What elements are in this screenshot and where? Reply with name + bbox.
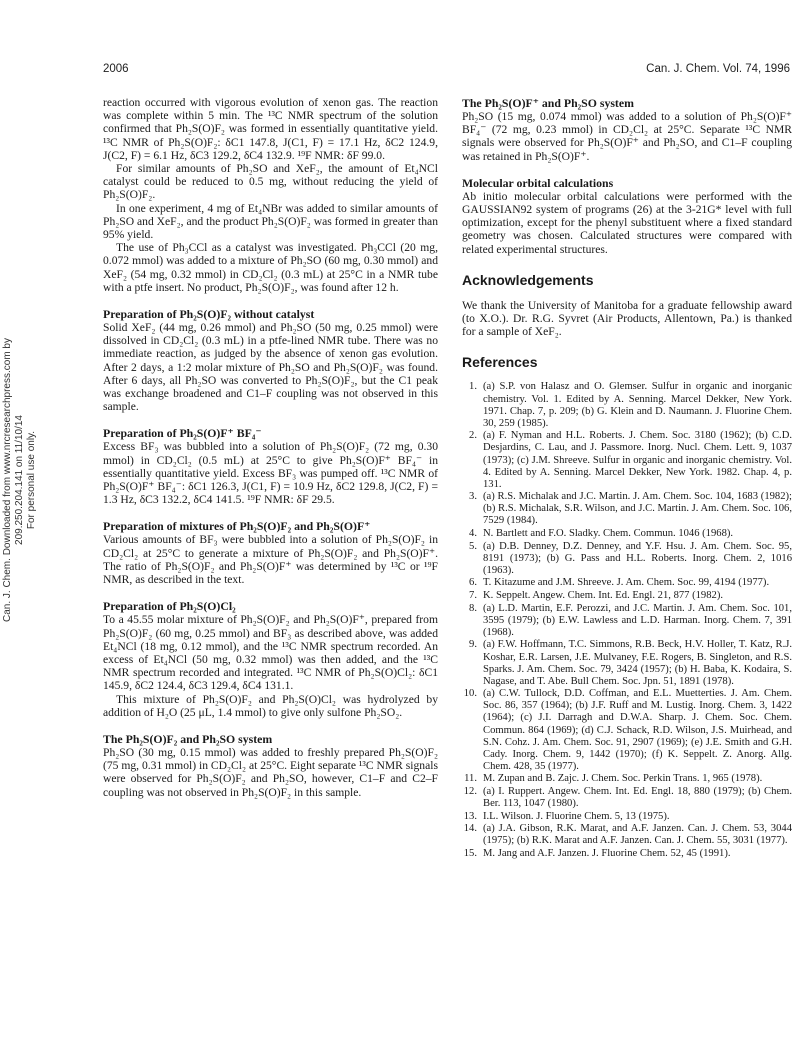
reference-text: M. Jang and A.F. Janzen. J. Fluorine Chem. 52, 45 (1991).: [483, 848, 731, 859]
reference-item: [462, 811, 792, 823]
paragraph: Ph₂SO (15 mg, 0.074 mmol) was added to a solution of Ph₂S(O)F⁺ BF₄⁻ (72 mg, 0.23 mmol) in CD₂Cl₂ at 25°C. Separate ¹³C NMR signals were observed for Ph₂S(O)F⁺ and Ph₂SO, and C1–F coupling was retained in Ph₂S(O)F⁺.: [462, 110, 792, 163]
reference-text: (a) R.S. Michalak and J.C. Martin. J. Am. Chem. Soc. 104, 1683 (1982); (b) R.S. Michalak, S.R. Wilson, and J.C. Martin. J. Am. Chem. Soc. 106, 7529 (1984).: [483, 491, 792, 527]
section-heading: Preparation of Ph₂S(O)F⁺ BF₄⁻: [103, 426, 262, 441]
reference-text: N. Bartlett and F.O. Sladky. Chem. Commun. 1046 (1968).: [483, 528, 734, 540]
references-list: [462, 381, 792, 860]
paragraph: Excess BF₃ was bubbled into a solution of Ph₂S(O)F₂ (72 mg, 0.30 mmol) in CD₂Cl₂ (0.5 mL) at 25°C to give Ph₂S(O)F⁺ BF₄⁻ in essentially quantitative yield. Excess BF₃ was pumped off. ¹³C NMR of Ph₂S(O)F⁺ BF₄⁻: δC1 126.3, J(C1, F) = 10.9 Hz, δC2 129.8, J(C2, F) = 1.3 Hz, δC3 132.2, δC4 141.5. ¹⁹F NMR: δF 29.5.: [103, 440, 438, 507]
reference-text: T. Kitazume and J.M. Shreeve. J. Am. Chem. Soc. 99, 4194 (1977).: [483, 577, 770, 589]
reference-number: 9.: [469, 639, 477, 651]
journal-citation: Can. J. Chem. Vol. 74, 1996: [646, 63, 790, 75]
paragraph: Ph₂SO (30 mg, 0.15 mmol) was added to freshly prepared Ph₂S(O)F₂ (75 mg, 0.31 mmol) in CD₂Cl₂ at 25°C. Eight separate ¹³C NMR signals were observed for Ph₂S(O)F₂ and Ph₂SO, however, C1–F and C2–F coupling was not observed in Ph₂S(O)F₂ in this sample.: [103, 745, 438, 799]
reference-item: [462, 848, 792, 860]
reference-number: 15.: [463, 848, 477, 859]
reference-text: (a) F.W. Hoffmann, T.C. Simmons, R.B. Beck, H.V. Holler, T. Katz, R.J. Koshar, E.R. Larsen, J.E. Mulvaney, F.E. Rogers, B. Singleton, and R.S. Sparks. J. Am. Chem. Soc. 79, 3424 (1957); (b) H. Baba, K. Kodaira, S. Nagase, and T. Abe. Bull Chem. Soc. Jpn. 51, 1891 (1978).: [483, 639, 792, 687]
reference-item: [462, 773, 792, 785]
reference-text: (a) J.A. Gibson, R.K. Marat, and A.F. Janzen. Can. J. Chem. 53, 3044 (1975); (b) R.K. Marat and A.F. Janzen. Can. J. Chem. 55, 3031 (1977).: [483, 823, 792, 847]
reference-number: 4.: [469, 528, 477, 540]
running-header: [103, 63, 790, 79]
personal-use-notice: For personal use only.: [26, 430, 37, 530]
reference-number: 5.: [469, 540, 477, 552]
reference-item: [462, 541, 792, 577]
reference-text: (a) I. Ruppert. Angew. Chem. Int. Ed. Engl. 18, 880 (1979); (b) Chem. Ber. 113, 1047 (1980).: [483, 786, 792, 810]
paragraph: Various amounts of BF₃ were bubbled into a solution of Ph₂S(O)F₂ in CD₂Cl₂ at 25°C to generate a mixture of Ph₂S(O)F₂ and Ph₂S(O)F⁺. The ratio of Ph₂S(O)F₂ and Ph₂S(O)F⁺ was determined by ¹³C or ¹⁹F NMR, as described in the text.: [103, 533, 438, 587]
reference-number: 3.: [469, 491, 477, 503]
reference-number: 11.: [464, 773, 477, 785]
reference-number: 14.: [463, 823, 477, 835]
acknowledgements-text: We thank the University of Manitoba for a graduate fellowship award (to X.O.). Dr. R.G. Syvret (Air Products, Allentown, Pa.) is thanked for a sample of XeF₂.: [462, 298, 792, 339]
reference-item: [462, 430, 792, 490]
left-column: [103, 96, 438, 799]
reference-item: [462, 823, 792, 847]
reference-item: [462, 381, 792, 429]
reference-number: 13.: [463, 810, 477, 822]
reference-number: 6.: [469, 577, 477, 589]
paragraph: In one experiment, 4 mg of Et₄NBr was added to similar amounts of Ph₂SO and XeF₂, and the product Ph₂S(O)F₂ was formed in greater than 95% yield.: [103, 201, 438, 242]
right-column: [462, 96, 792, 861]
acknowledgements-heading: Acknowledgements: [462, 271, 594, 288]
reference-item: [462, 590, 792, 602]
reference-text: (a) F. Nyman and H.L. Roberts. J. Chem. Soc. 3180 (1962); (b) C.D. Desjardins, C. Lau, and J. Passmore. Inorg. Nucl. Chem. Lett. 9, 1037 (1973); (c) J.M. Shreeve. Sulfur in organic and inorganic chemistry. Vol. 4. Edited by A. Senning. Marcel Dekker, New York. 1982. Chap. 4, p. 131.: [483, 430, 792, 490]
reference-item: [462, 491, 792, 527]
section-heading: The Ph₂S(O)F₂ and Ph₂SO system: [103, 731, 273, 746]
reference-number: 2.: [469, 430, 477, 442]
section-heading: Molecular orbital calculations: [462, 175, 614, 190]
paragraph: This mixture of Ph₂S(O)F₂ and Ph₂S(O)Cl₂ was hydrolyzed by addition of H₂O (25 μL, 1.4 mmol) to give only sulfone Ph₂SO₂.: [103, 692, 438, 719]
paragraph: Solid XeF₂ (44 mg, 0.26 mmol) and Ph₂SO (50 mg, 0.25 mmol) were dissolved in CD₂Cl₂ (0.3 mL) in a ptfe-lined NMR tube. There was no immediate reaction, as judged by the absence of xenon gas evolution. After 2 days, a 1:2 molar mixture of Ph₂SO and Ph₂S(O)F₂ was found. After 6 days, all Ph₂SO was converted to Ph₂S(O)F₂, but the C1 peak was exchange broadened and C1–F coupling was not observed in this sample.: [103, 321, 438, 414]
reference-number: 1.: [469, 381, 477, 393]
reference-text: (a) L.D. Martin, E.F. Perozzi, and J.C. Martin. J. Am. Chem. Soc. 101, 3595 (1979); (b) E.W. Lawless and L.D. Harman. Inorg. Chem. 7, 391 (1968).: [483, 602, 792, 638]
references-heading: References: [462, 354, 538, 371]
reference-number: 10.: [463, 688, 477, 700]
reference-text: (a) C.W. Tullock, D.D. Coffman, and E.L. Muetterties. J. Am. Chem. Soc. 86, 357 (1964); (b) J.F. Ruff and M. Lustig. Inorg. Chem. 3, 1422 (1964); (c) J.I. Darragh and D.W.A. Sharp. J. Chem. Soc. Chem. Commun. 864 (1969); (d) C.J. Schack, R.D. Wilson, J.S. Muirhead, and S.N. Cohz. J. Am. Chem. Soc. 91, 2907 (1969); (e) J.E. Smith and G.H. Cady. Inorg. Chem. 9, 1442 (1970); (f) K. Seppelt. Z. Anorg. Allg. Chem. 428, 35 (1977).: [483, 688, 792, 772]
paragraph: The use of Ph₃CCl as a catalyst was investigated. Ph₃CCl (20 mg, 0.072 mmol) was added to a mixture of Ph₂SO (60 mg, 0.30 mmol) and XeF₂ (54 mg, 0.32 mmol) in CD₂Cl₂ (0.3 mL) at 25°C in a NMR tube with a ptfe insert. No product, Ph₂S(O)F₂, was found after 12 h.: [103, 241, 438, 294]
reference-number: 7.: [469, 590, 477, 602]
download-notice-line: Can. J. Chem. Downloaded from www.nrcresearchpress.com by 209.250.204.141 on 11/10/14: [2, 338, 25, 622]
section-heading: Preparation of Ph₂S(O)Cl₂: [103, 599, 236, 614]
reference-number: 12.: [463, 786, 477, 798]
reference-item: [462, 577, 792, 589]
section-heading: Preparation of mixtures of Ph₂S(O)F₂ and Ph₂S(O)F⁺: [103, 519, 371, 534]
paragraph: Ab initio molecular orbital calculations were performed with the GAUSSIAN92 system of programs (26) at the 3-21G* level with full optimization, except for the phenyl substituent where a fixed standard geometry was chosen. Calculated structures were compared with related experimental structures.: [462, 189, 792, 256]
reference-item: [462, 688, 792, 773]
reference-item: [462, 639, 792, 687]
reference-text: (a) D.B. Denney, D.Z. Denney, and Y.F. Hsu. J. Am. Chem. Soc. 95, 8191 (1973); (b) G. Pass and H.L. Roberts. Inorg. Chem. 2, 1016 (1963).: [483, 540, 792, 576]
reference-text: K. Seppelt. Angew. Chem. Int. Ed. Engl. 21, 877 (1982).: [483, 590, 723, 602]
paragraph: For similar amounts of Ph₂SO and XeF₂, the amount of Et₄NCl catalyst could be reduced to 0.5 mg, without reducing the yield of Ph₂S(O)F₂.: [103, 162, 438, 202]
reference-text: I.L. Wilson. J. Fluorine Chem. 5, 13 (1975).: [483, 810, 670, 822]
reference-item: [462, 786, 792, 810]
reference-text: M. Zupan and B. Zajc. J. Chem. Soc. Perkin Trans. 1, 965 (1978).: [483, 773, 763, 785]
paragraph: To a 45.55 molar mixture of Ph₂S(O)F₂ and Ph₂S(O)F⁺, prepared from Ph₂S(O)F₂ (60 mg, 0.25 mmol) and BF₃ as described above, was added Et₄NCl (18 mg, 0.12 mmol), and the ¹³C NMR spectrum recorded. An excess of Et₄NCl (50 mg, 0.32 mmol) was then added, and the ¹³C NMR spectrum recorded and integrated. ¹³C NMR of Ph₂S(O)Cl₂: δC1 145.9, δC2 124.4, δC3 129.4, δC4 131.1.: [103, 613, 438, 693]
reference-item: [462, 603, 792, 639]
download-notice: [2, 300, 37, 660]
reference-item: [462, 528, 792, 540]
paragraph: reaction occurred with vigorous evolution of xenon gas. The reaction was complete within 5 min. The ¹³C NMR spectrum of the solution confirmed that Ph₂S(O)F₂ was formed in essentially quantitative yield. ¹³C NMR of Ph₂S(O)F₂: δC1 147.8, J(C1, F) = 17.1 Hz, δC2 124.9, J(C2, F) = 6.1 Hz, δC3 129.2, δC4 132.9. ¹⁹F NMR: δF 99.0.: [103, 96, 438, 162]
section-heading: Preparation of Ph₂S(O)F₂ without catalyst: [103, 307, 315, 322]
reference-text: (a) S.P. von Halasz and O. Glemser. Sulfur in organic and inorganic chemistry. Vol. 1. Edited by A. Senning. Marcel Dekker, New York. 1971. Chap. 7, p. 209; (b) G. Klein and D. Naumann. J. Fluorine Chem. 30, 259 (1985).: [483, 381, 792, 429]
reference-number: 8.: [469, 602, 477, 614]
page-number: 2006: [103, 63, 129, 75]
section-heading: The Ph₂S(O)F⁺ and Ph₂SO system: [462, 96, 634, 110]
